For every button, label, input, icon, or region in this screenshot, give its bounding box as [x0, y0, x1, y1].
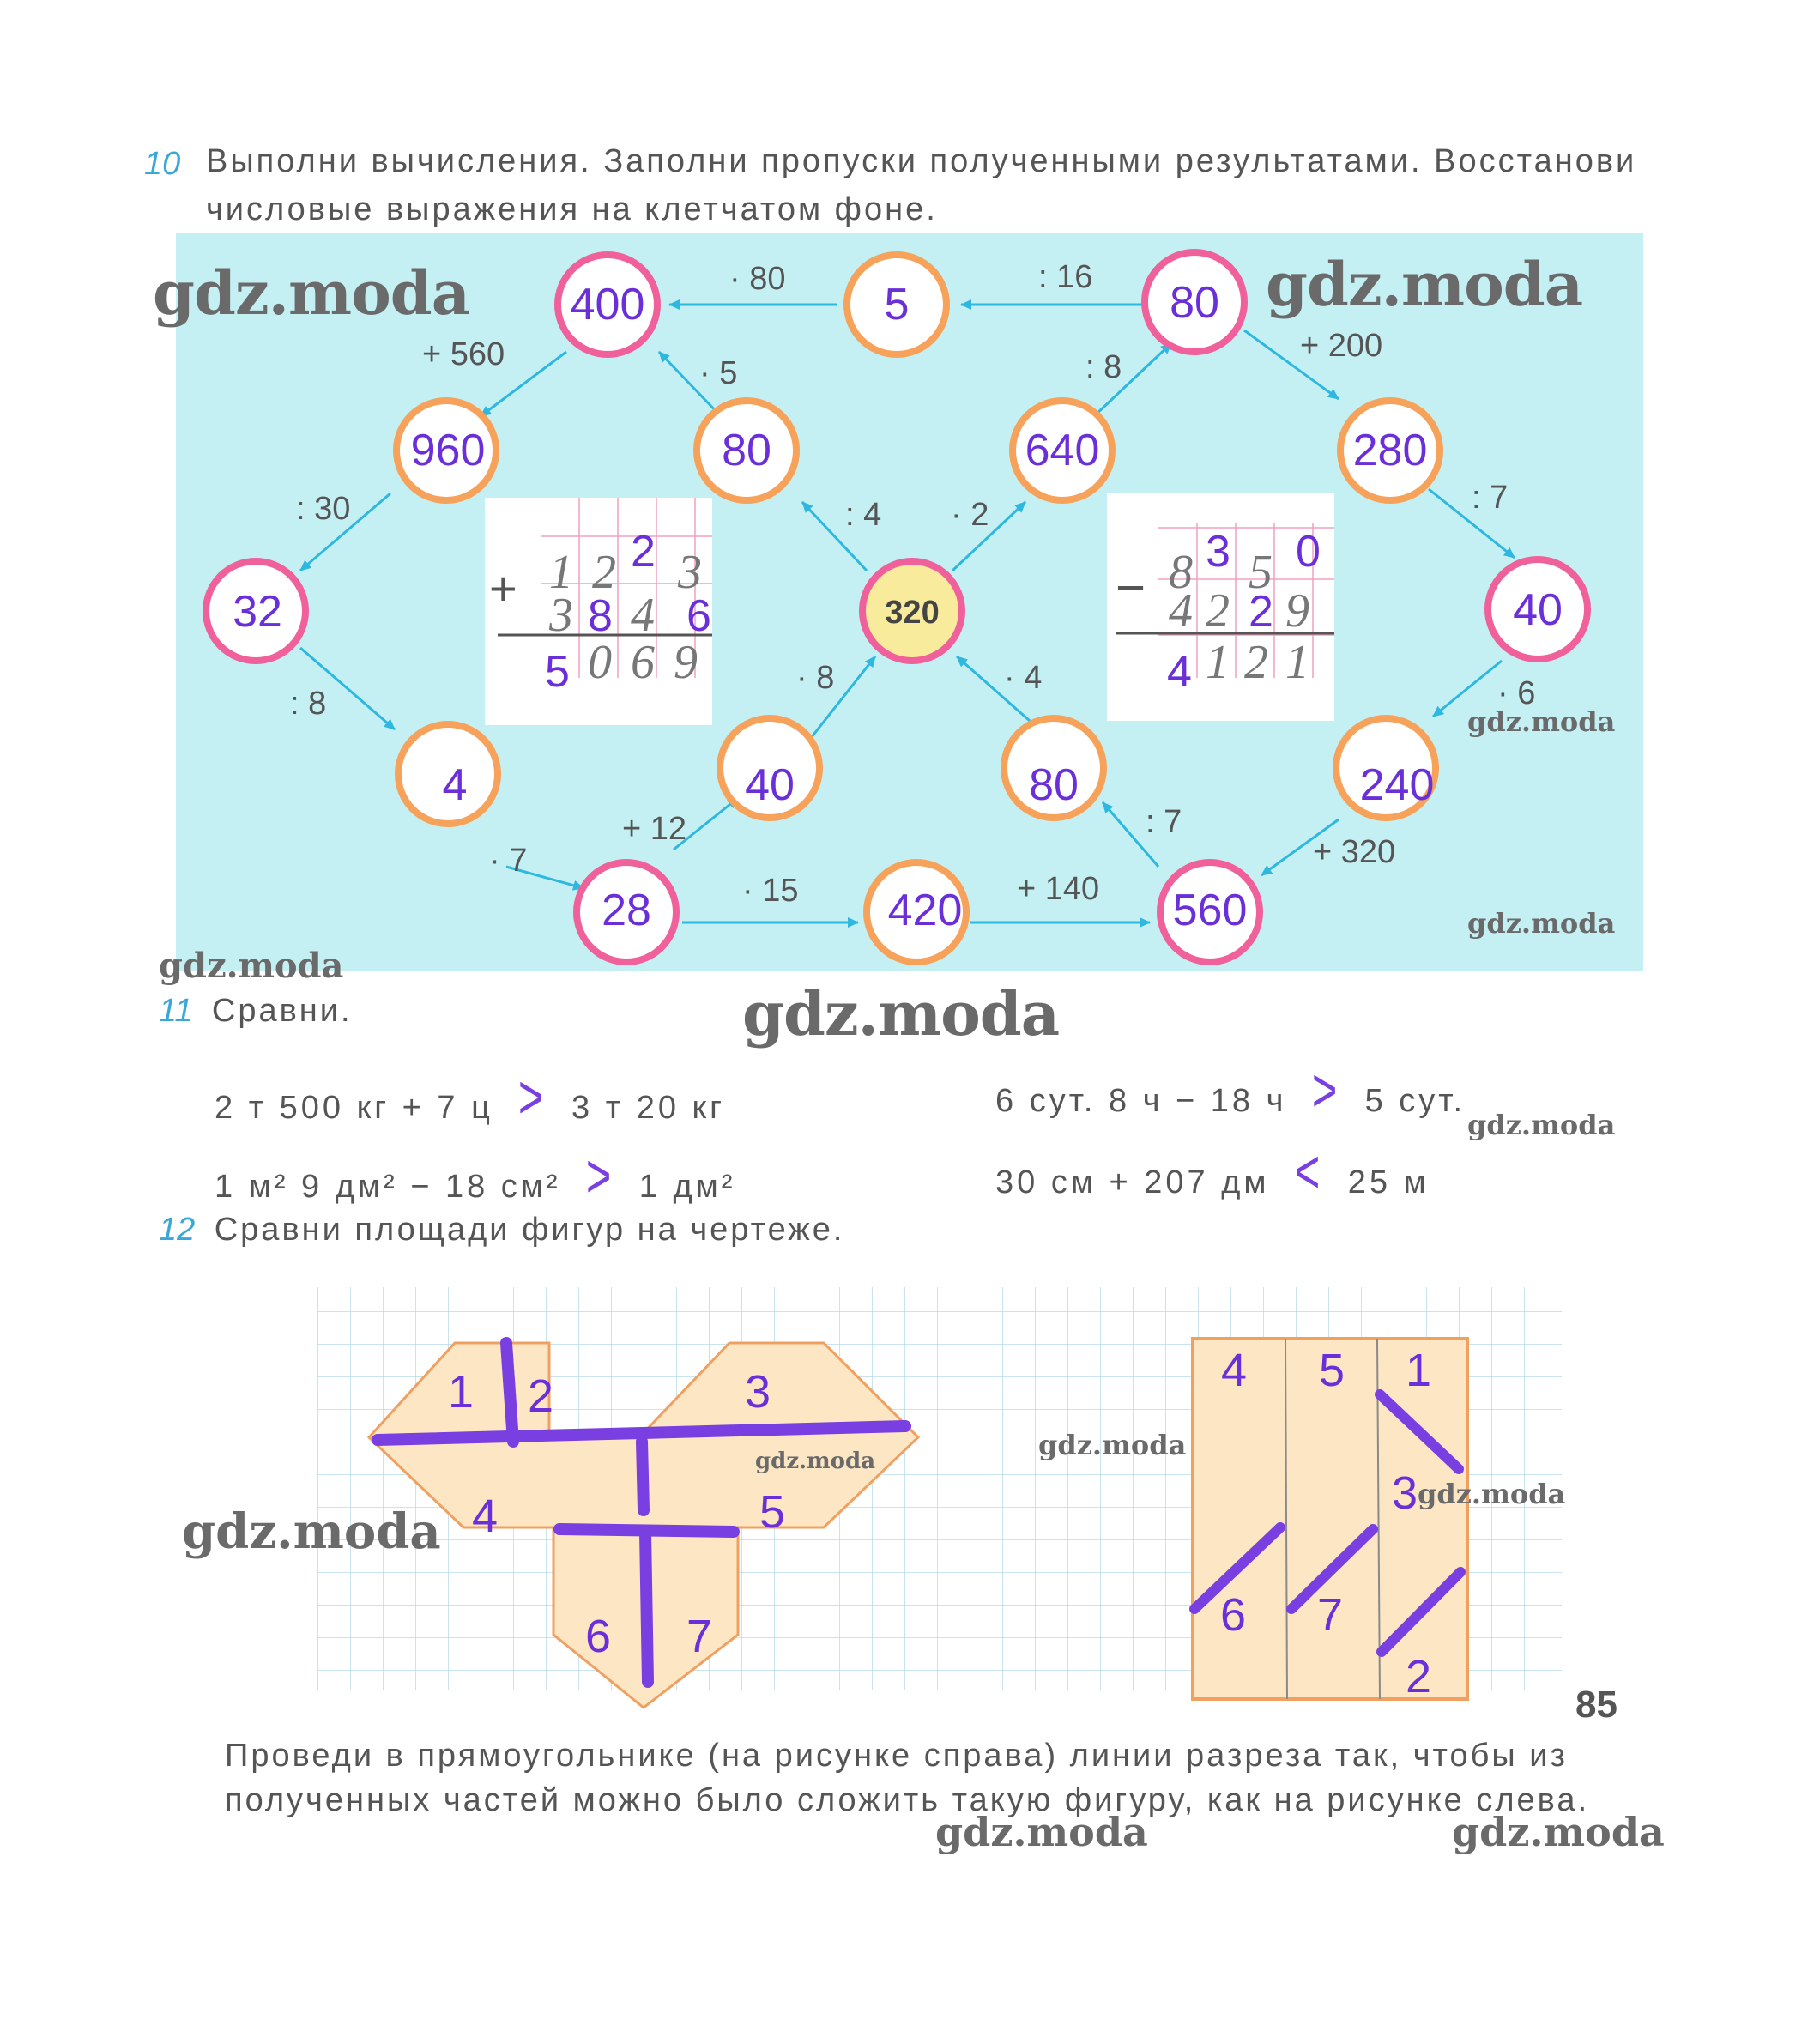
edge-label: · 8	[796, 660, 835, 696]
node-420: 420	[887, 886, 963, 935]
compare-row-1-right	[995, 1055, 1466, 1126]
compare-row-2-left	[215, 1141, 735, 1212]
node-320: 320	[885, 595, 940, 631]
watermark: gdz.moda	[1467, 907, 1616, 940]
add-r2-d3: 4	[631, 589, 655, 642]
task12-title: Сравни площади фигур на чертеже.	[214, 1212, 845, 1248]
watermark: gdz.moda	[1266, 249, 1583, 320]
edge-label: · 15	[742, 873, 799, 909]
node-400: 400	[570, 280, 645, 330]
sub-r2-d1: 4	[1169, 584, 1193, 638]
edge-label: : 8	[290, 686, 327, 722]
node-4: 4	[442, 760, 468, 810]
node-32: 32	[233, 587, 282, 637]
left-label-4: 4	[472, 1491, 499, 1542]
edge-label: + 560	[422, 336, 505, 372]
compare-4-sign: <	[1294, 1138, 1323, 1206]
add-res-d1: 5	[545, 647, 570, 697]
node-5: 5	[884, 280, 910, 330]
left-label-7: 7	[686, 1611, 713, 1662]
compare-3-right: 1 дм²	[638, 1169, 736, 1205]
watermark: gdz.moda	[1467, 705, 1616, 738]
edge-label: · 5	[699, 355, 738, 391]
watermark: gdz.moda	[1418, 1478, 1566, 1510]
sub-res-d2: 1	[1206, 636, 1230, 689]
node-80-a: 80	[722, 426, 771, 475]
sub-r1-d4: 0	[1296, 527, 1321, 577]
add-r2-d2: 8	[588, 591, 613, 641]
compare-3-sign: >	[586, 1142, 614, 1211]
sub-res-d3: 2	[1244, 636, 1268, 689]
edge-label: + 200	[1300, 328, 1383, 364]
node-280: 280	[1352, 426, 1428, 475]
node-40-bottom: 40	[745, 760, 795, 810]
subtraction-box	[1107, 493, 1334, 721]
node-560: 560	[1172, 886, 1248, 935]
right-label-4: 4	[1221, 1345, 1248, 1396]
addition-box	[485, 498, 712, 725]
compare-1-sign: >	[518, 1063, 547, 1132]
add-r1-d4: 3	[678, 546, 702, 599]
compare-4-left: 30 см + 207 дм	[995, 1164, 1270, 1200]
watermark: gdz.moda	[1452, 1809, 1665, 1855]
add-sign: +	[489, 561, 517, 615]
right-label-7: 7	[1317, 1589, 1344, 1641]
watermark: gdz.moda	[742, 978, 1060, 1049]
node-80-bottom: 80	[1029, 760, 1079, 810]
page-number: 85	[1575, 1684, 1617, 1726]
sub-r2-d3: 2	[1249, 587, 1273, 637]
node-640: 640	[1025, 426, 1100, 475]
add-res-d4: 9	[674, 636, 698, 689]
edge-label: · 80	[729, 261, 786, 297]
compare-1-left: 2 т 500 кг + 7 ц	[215, 1090, 493, 1126]
left-label-3: 3	[745, 1366, 771, 1418]
node-40-right: 40	[1513, 585, 1563, 635]
node-240: 240	[1359, 760, 1435, 810]
right-label-6: 6	[1220, 1589, 1247, 1641]
add-r2-d1: 3	[549, 589, 573, 642]
watermark: gdz.moda	[935, 1809, 1148, 1855]
watermark: gdz.moda	[1467, 1109, 1616, 1141]
add-r1-d1: 1	[549, 546, 573, 599]
task11-number: 11	[159, 993, 193, 1029]
node-960: 960	[410, 426, 486, 475]
sub-res-d4: 1	[1285, 636, 1309, 689]
edge-label: : 8	[1085, 349, 1122, 385]
sub-r2-d2: 2	[1206, 584, 1230, 638]
sub-r2-d4: 9	[1285, 584, 1309, 638]
task12-number: 12	[159, 1212, 196, 1248]
add-res-d2: 0	[588, 636, 612, 689]
right-label-3: 3	[1392, 1467, 1418, 1519]
sub-r1-d2: 3	[1206, 527, 1230, 577]
left-label-2: 2	[528, 1370, 554, 1422]
right-figure	[1193, 1339, 1467, 1702]
watermark: gdz.moda	[182, 1503, 441, 1560]
edge-label: : 16	[1038, 259, 1093, 295]
compare-2-right: 5 сут.	[1364, 1083, 1466, 1119]
add-r1-d3: 2	[631, 527, 656, 577]
add-r2-d4: 6	[686, 591, 711, 641]
task12-header	[159, 1206, 844, 1254]
edge-label: · 2	[951, 497, 989, 533]
compare-1-right: 3 т 20 кг	[571, 1090, 726, 1126]
compare-3-left: 1 м² 9 дм² − 18 см²	[215, 1169, 561, 1205]
edge-label: + 12	[622, 811, 687, 847]
edge-label: : 7	[1146, 804, 1182, 840]
edge-label: : 7	[1472, 480, 1509, 516]
edge-label: · 6	[1497, 675, 1536, 711]
node-28: 28	[602, 886, 651, 935]
left-label-6: 6	[585, 1611, 612, 1662]
watermark: gdz.moda	[755, 1448, 876, 1474]
edge-label: + 320	[1313, 834, 1396, 870]
edge-label: : 4	[845, 497, 882, 533]
right-label-5: 5	[1319, 1345, 1345, 1396]
task12-footer: Проведи в прямоугольнике (на рисунке справа) линии разреза так, чтобы из полученных частей можно было сложить такую фигуру, как на рисунке слева.	[225, 1738, 1590, 1818]
edge-label: + 140	[1017, 871, 1100, 907]
add-res-d3: 6	[631, 636, 655, 689]
compare-row-1-left	[215, 1062, 725, 1133]
calc-graph	[0, 0, 1820, 995]
left-label-1: 1	[448, 1366, 475, 1418]
compare-2-left: 6 сут. 8 ч − 18 ч	[995, 1083, 1287, 1119]
watermark: gdz.moda	[153, 257, 470, 329]
task11-title: Сравни.	[211, 993, 353, 1029]
watermark: gdz.moda	[159, 946, 344, 986]
watermark: gdz.moda	[1038, 1429, 1187, 1461]
edge-label: : 30	[296, 491, 351, 527]
right-label-2: 2	[1406, 1651, 1432, 1702]
sub-res-d1: 4	[1167, 647, 1192, 697]
task10-number: 10	[144, 146, 181, 182]
edge-label: · 7	[489, 843, 528, 879]
compare-row-2-right	[995, 1137, 1430, 1207]
task11-header	[159, 987, 353, 1035]
compare-2-sign: >	[1311, 1056, 1340, 1125]
edge-label: · 4	[1004, 660, 1043, 696]
task10-text: Выполни вычисления. Заполни пропуски полученными результатами. Восстанови числовые выражения на клетчатом фоне.	[206, 143, 1637, 227]
add-r1-d2: 2	[592, 546, 616, 599]
compare-4-right: 25 м	[1347, 1164, 1430, 1200]
left-label-5: 5	[759, 1486, 786, 1538]
right-label-1: 1	[1406, 1345, 1432, 1396]
sub-sign: −	[1116, 559, 1146, 616]
sub-r1-d3: 5	[1249, 546, 1273, 599]
node-80-top: 80	[1170, 278, 1219, 328]
sub-r1-d1: 8	[1169, 546, 1193, 599]
